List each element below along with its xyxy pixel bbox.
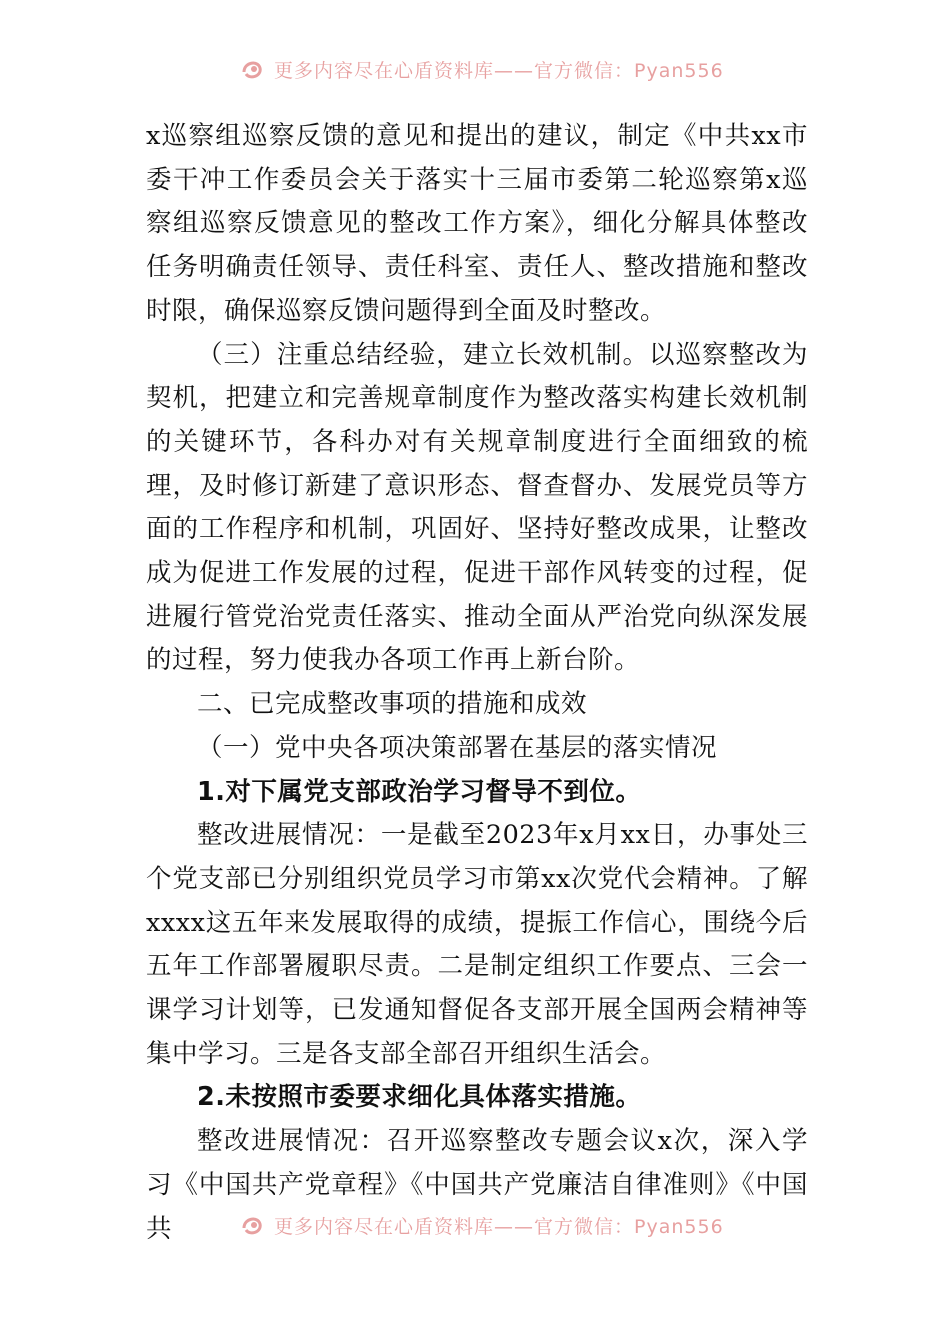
document-body xyxy=(146,115,808,1251)
paragraph-section-three: （三）注重总结经验，建立长效机制。以巡察整改为契机，把建立和完善规章制度作为整改落实构建长效机制的关键环节，各科办对有关规章制度进行全面细致的梳理，及时修订新建了意识形态、督查督办、发展党员等方面的工作程序和机制，巩固好、坚持好整改成果，让整改成为促进工作发展的过程，促进干部作风转变的过程，促进履行管党治党责任落实、推动全面从严治党向纵深发展的过程，努力使我办各项工作再上新台阶。 xyxy=(146,339,808,676)
paragraph-continuation: x巡察组巡察反馈的意见和提出的建议，制定《中共xx市委干冲工作委员会关于落实十三届市委第二轮巡察第x巡察组巡察反馈意见的整改工作方案》，细化分解具体整改任务明确责任领导、责任科室、责任人、整改措施和整改时限，确保巡察反馈问题得到全面及时整改。 xyxy=(146,121,808,326)
heading-item-1: 1.对下属党支部政治学习督导不到位。 xyxy=(197,776,642,807)
heading-item-2: 2.未按照市委要求细化具体落实措施。 xyxy=(197,1082,642,1113)
paragraph-item-1-progress: 整改进展情况：一是截至2023年x月xx日，办事处三个党支部已分别组织党员学习市第xx次党代会精神。了解xxxx这五年来发展取得的成绩，提振工作信心，围绕今后五年工作部署履职尽责。二是制定组织工作要点、三会一课学习计划等，已发通知督促各支部开展全国两会精神等集中学习。三是各支部全部召开组织生活会。 xyxy=(146,820,808,1069)
heading-subsection-one: （一）党中央各项决策部署在基层的落实情况 xyxy=(197,732,718,763)
logo-icon xyxy=(238,54,268,84)
watermark-header xyxy=(238,52,724,86)
watermark-text: 更多内容尽在心盾资料库——官方微信：Pyan556 xyxy=(274,1215,724,1238)
paragraph-item-2-progress: 整改进展情况：召开巡察整改专题会议x次，深入学习《中国共产党章程》《中国共产党廉洁自律准则》《中国共 xyxy=(146,1126,808,1244)
watermark-text: 更多内容尽在心盾资料库——官方微信：Pyan556 xyxy=(274,59,724,82)
watermark-footer xyxy=(238,1208,724,1242)
logo-icon xyxy=(238,1210,268,1240)
heading-section-two: 二、已完成整改事项的措施和成效 xyxy=(197,689,588,720)
